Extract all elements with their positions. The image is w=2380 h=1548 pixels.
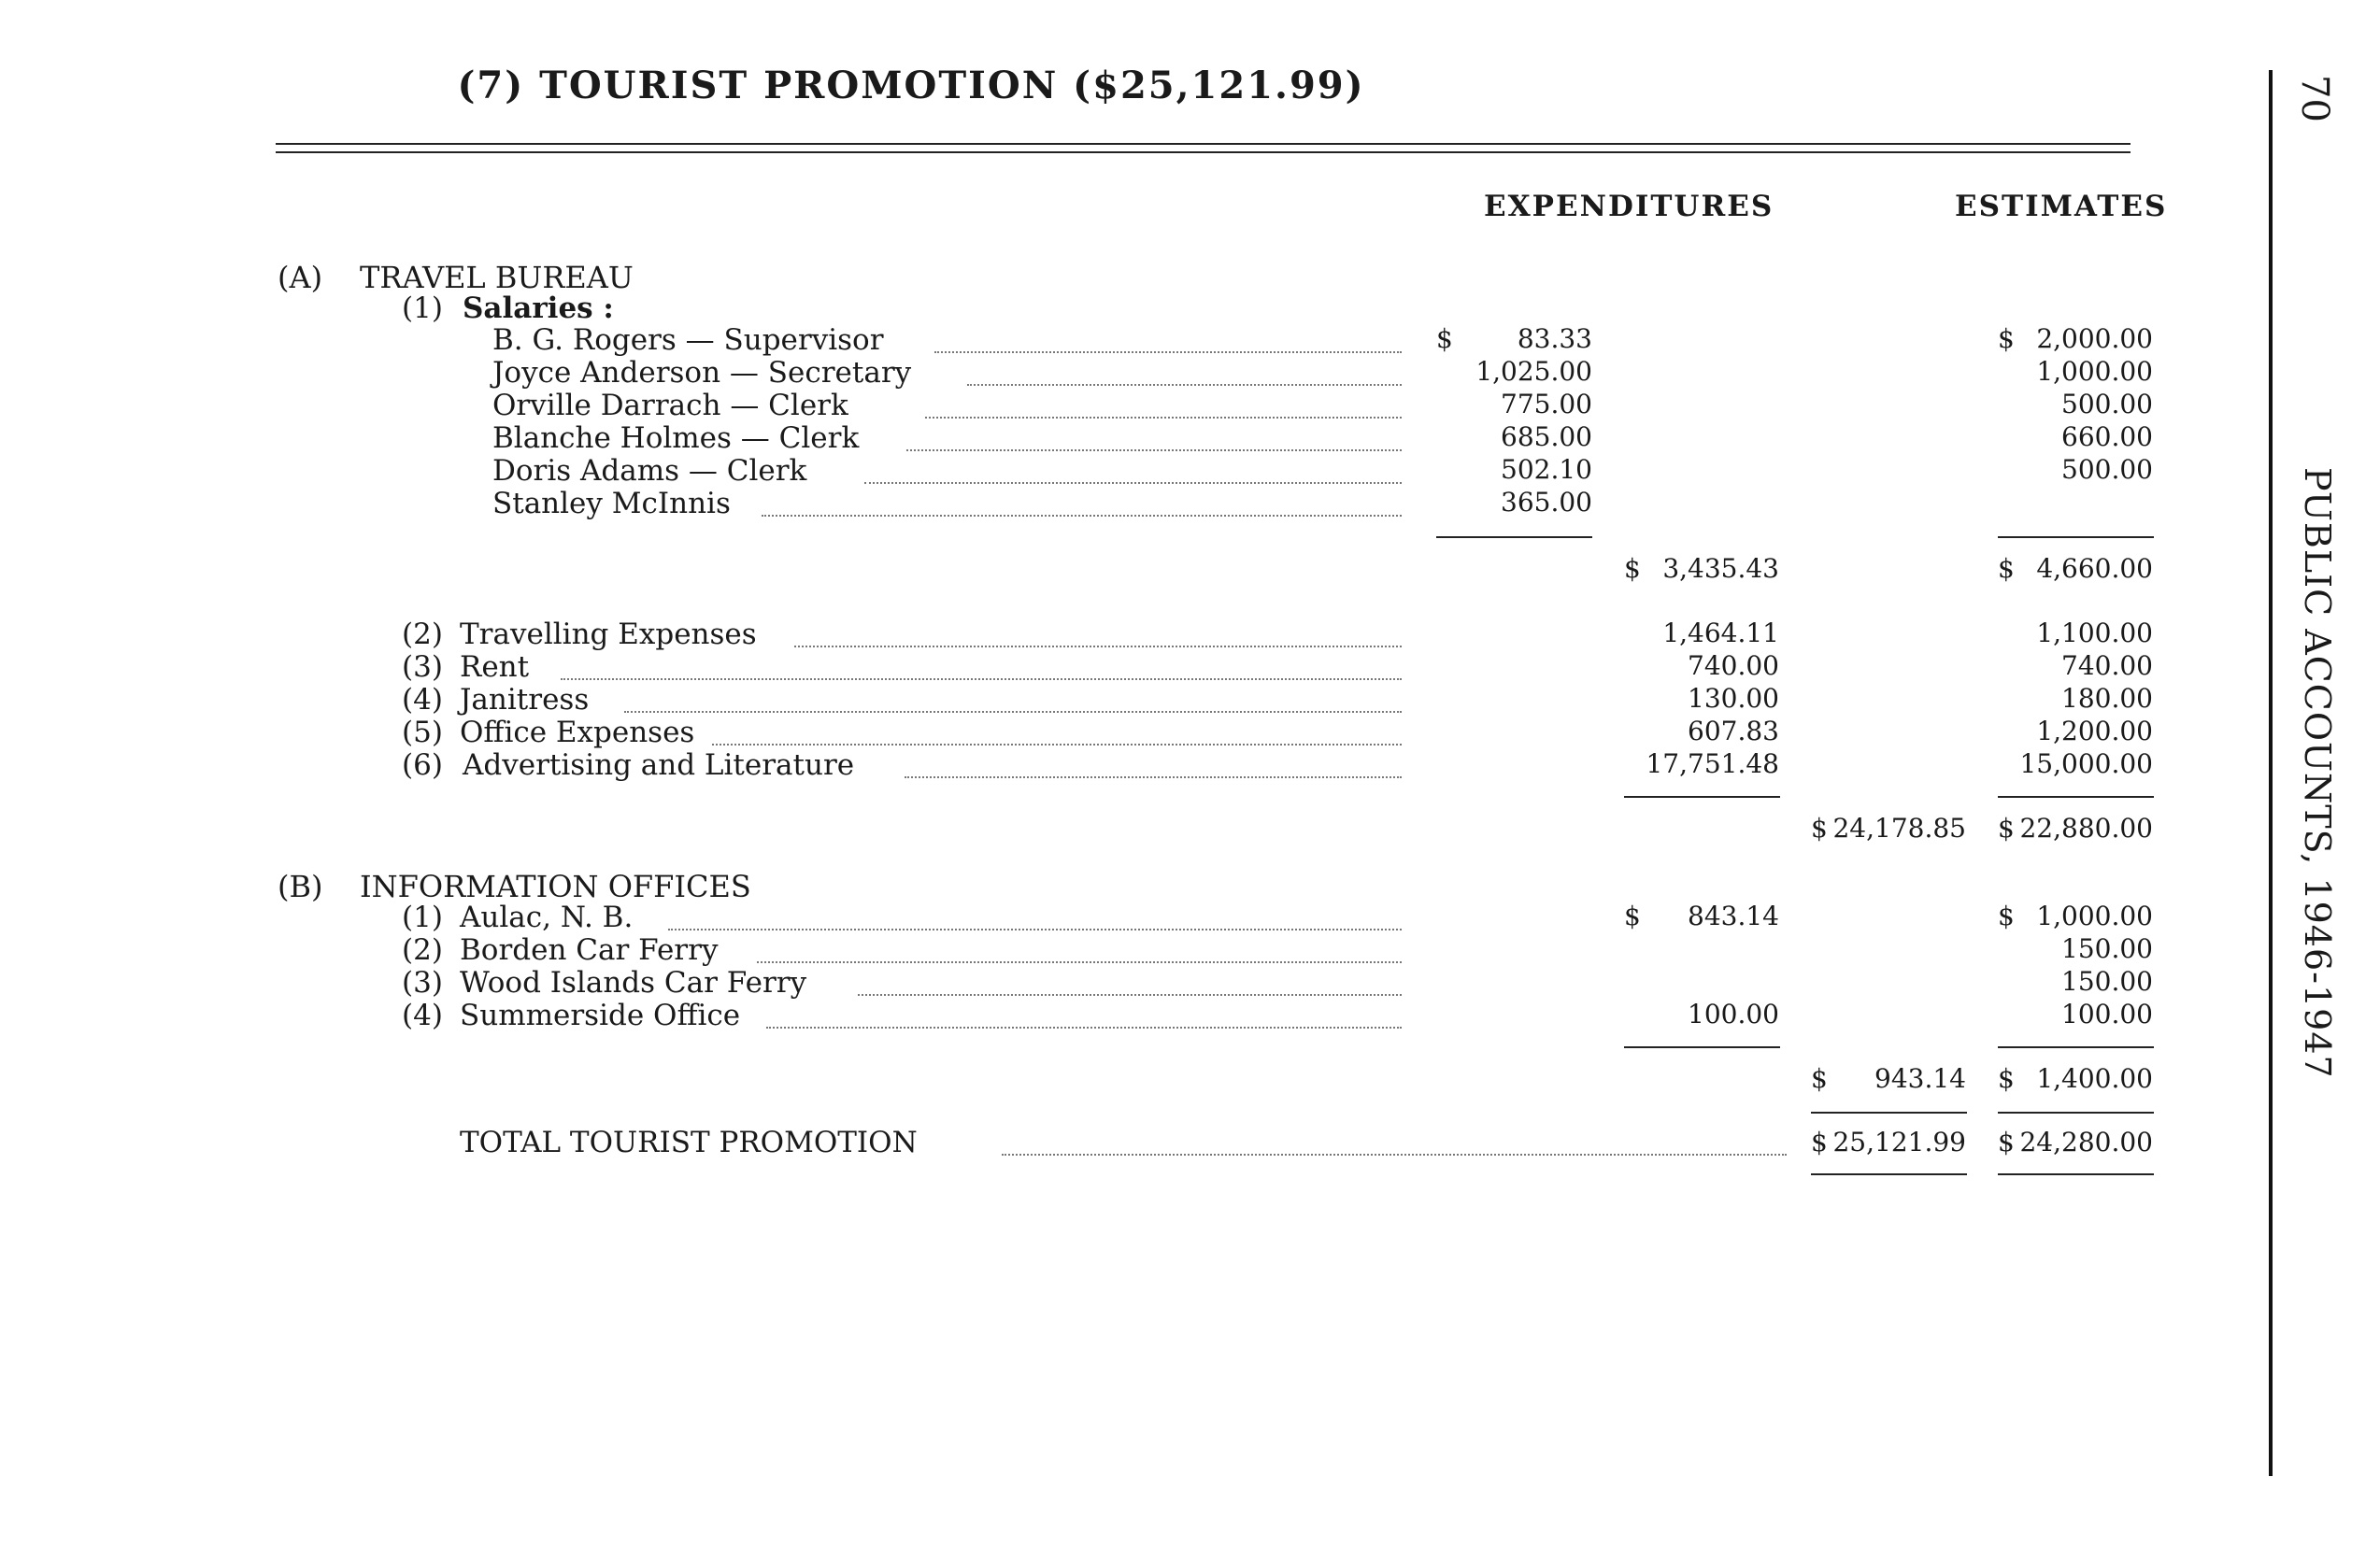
item-label: Janitress — [460, 683, 590, 717]
item-label: Wood Islands Car Ferry — [460, 966, 807, 1000]
grand-total-underline — [1811, 1173, 1967, 1175]
grand-total-overline — [1811, 1112, 1967, 1114]
section-b-estimate-underline — [1998, 1046, 2154, 1048]
salary-name: Blanche Holmes — Clerk — [492, 421, 860, 455]
salary-name: Orville Darrach — Clerk — [492, 389, 848, 422]
section-b-estimate-total: 1,400.00 — [2036, 1063, 2153, 1094]
salary-expenditure: 1,025.00 — [1475, 356, 1592, 387]
item-dollar: $ — [1624, 901, 1641, 931]
item-label: Aulac, N. B. — [460, 901, 634, 934]
item-number: (4) — [402, 683, 443, 717]
dot-leader — [864, 482, 1402, 484]
section-a-estimate-underline — [1998, 796, 2154, 798]
salary-name: Joyce Anderson — Secretary — [492, 356, 912, 390]
salaries-estimate-subtotal: 4,660.00 — [2036, 553, 2153, 584]
section-b-total: 943.14 — [1874, 1063, 1966, 1094]
grand-total-estimate: 24,280.00 — [2019, 1127, 2153, 1157]
item-label: Travelling Expenses — [460, 618, 757, 651]
page-number: 70 — [2293, 75, 2336, 122]
section-b-underline — [1624, 1046, 1780, 1048]
page-title: (7) TOURIST PROMOTION ($25,121.99) — [457, 64, 1365, 107]
salary-name: Stanley McInnis — [492, 487, 731, 520]
dot-leader — [712, 744, 1402, 746]
item-number: (1) — [402, 901, 443, 934]
running-title: PUBLIC ACCOUNTS, 1946-1947 — [2297, 467, 2338, 1079]
section-b-total-dollar: $ — [1811, 1063, 1828, 1094]
section-a-underline — [1624, 796, 1780, 798]
item-label: Office Expenses — [460, 716, 695, 749]
grand-total-expenditure: 25,121.99 — [1832, 1127, 1966, 1157]
item-estimate: 15,000.00 — [2019, 748, 2153, 779]
dot-leader — [624, 711, 1402, 713]
item-number: (6) — [402, 748, 443, 782]
expenditures-heading: EXPENDITURES — [1484, 190, 1774, 223]
salary-expenditure: 775.00 — [1501, 389, 1592, 419]
salaries-label: Salaries : — [463, 291, 614, 325]
item-expenditure: 1,464.11 — [1662, 618, 1779, 648]
grand-total-label: TOTAL TOURIST PROMOTION — [460, 1126, 918, 1159]
grand-total-estimate-overline — [1998, 1112, 2154, 1114]
section-a-total-dollar: $ — [1811, 813, 1828, 844]
salary-estimate: 500.00 — [2061, 454, 2153, 485]
section-b-label: (B) — [278, 869, 323, 904]
item-number: (3) — [402, 650, 443, 684]
header-rule-top — [276, 143, 2131, 145]
estimates-heading: ESTIMATES — [1955, 190, 2168, 223]
item-expenditure: 17,751.48 — [1646, 748, 1779, 779]
item-estimate: 150.00 — [2061, 966, 2153, 997]
item-expenditure: 843.14 — [1688, 901, 1779, 931]
dot-leader — [794, 646, 1402, 647]
grand-total-estimate-underline — [1998, 1173, 2154, 1175]
dot-leader — [905, 776, 1402, 778]
section-b-estimate-total-dollar: $ — [1998, 1063, 2015, 1094]
item-expenditure: 130.00 — [1688, 683, 1779, 714]
item-number: (4) — [402, 999, 443, 1032]
section-a-estimate-total-dollar: $ — [1998, 813, 2015, 844]
dot-leader — [906, 449, 1402, 451]
item-estimate: 1,100.00 — [2036, 618, 2153, 648]
salary-expenditure: 685.00 — [1501, 421, 1592, 452]
section-a-total: 24,178.85 — [1832, 813, 1966, 844]
dot-leader — [1002, 1154, 1787, 1156]
item-estimate: 1,200.00 — [2036, 716, 2153, 746]
dot-leader — [766, 1027, 1402, 1029]
grand-total-estimate-dollar: $ — [1998, 1127, 2015, 1157]
item-label: Rent — [460, 650, 530, 684]
item-label: Summerside Office — [460, 999, 741, 1032]
salary-estimate-underline — [1998, 536, 2154, 538]
grand-total-dollar: $ — [1811, 1127, 1828, 1157]
salary-estimate: 1,000.00 — [2036, 356, 2153, 387]
item-expenditure: 607.83 — [1688, 716, 1779, 746]
salary-expenditure: 365.00 — [1501, 487, 1592, 518]
page-edge-rule — [2269, 70, 2273, 1476]
salaries-subtotal-dollar: $ — [1624, 553, 1641, 584]
salary-underline — [1436, 536, 1592, 538]
salary-estimate: 2,000.00 — [2036, 323, 2153, 354]
salary-estimate: 500.00 — [2061, 389, 2153, 419]
dot-leader — [858, 994, 1402, 996]
salaries-subtotal: 3,435.43 — [1662, 553, 1779, 584]
item-estimate: 740.00 — [2061, 650, 2153, 681]
salary-estimate: 660.00 — [2061, 421, 2153, 452]
item-estimate: 150.00 — [2061, 933, 2153, 964]
salary-dollar: $ — [1436, 323, 1453, 354]
section-b-title: INFORMATION OFFICES — [360, 869, 751, 904]
salaries-estimate-subtotal-dollar: $ — [1998, 553, 2015, 584]
salary-expenditure: 502.10 — [1501, 454, 1592, 485]
item-estimate: 1,000.00 — [2036, 901, 2153, 931]
dot-leader — [925, 417, 1402, 419]
item-expenditure: 740.00 — [1688, 650, 1779, 681]
item-label: Advertising and Literature — [463, 748, 855, 782]
section-a-label: (A) — [278, 260, 323, 295]
section-a-estimate-total: 22,880.00 — [2019, 813, 2153, 844]
header-rule-bottom — [276, 151, 2131, 153]
item-expenditure: 100.00 — [1688, 999, 1779, 1030]
dot-leader — [934, 351, 1402, 353]
salaries-number: (1) — [402, 291, 443, 325]
item-number: (2) — [402, 933, 443, 967]
item-number: (2) — [402, 618, 443, 651]
salary-estimate-dollar: $ — [1998, 323, 2015, 354]
dot-leader — [967, 384, 1402, 386]
item-estimate: 100.00 — [2061, 999, 2153, 1030]
item-estimate: 180.00 — [2061, 683, 2153, 714]
salary-name: B. G. Rogers — Supervisor — [492, 323, 884, 357]
item-number: (3) — [402, 966, 443, 1000]
dot-leader — [762, 515, 1402, 517]
item-estimate-dollar: $ — [1998, 901, 2015, 931]
dot-leader — [757, 961, 1402, 963]
item-label: Borden Car Ferry — [460, 933, 719, 967]
dot-leader — [561, 678, 1402, 680]
salary-name: Doris Adams — Clerk — [492, 454, 807, 488]
section-a-title: TRAVEL BUREAU — [360, 260, 634, 295]
item-number: (5) — [402, 716, 443, 749]
dot-leader — [668, 929, 1402, 930]
salary-expenditure: 83.33 — [1517, 323, 1592, 354]
